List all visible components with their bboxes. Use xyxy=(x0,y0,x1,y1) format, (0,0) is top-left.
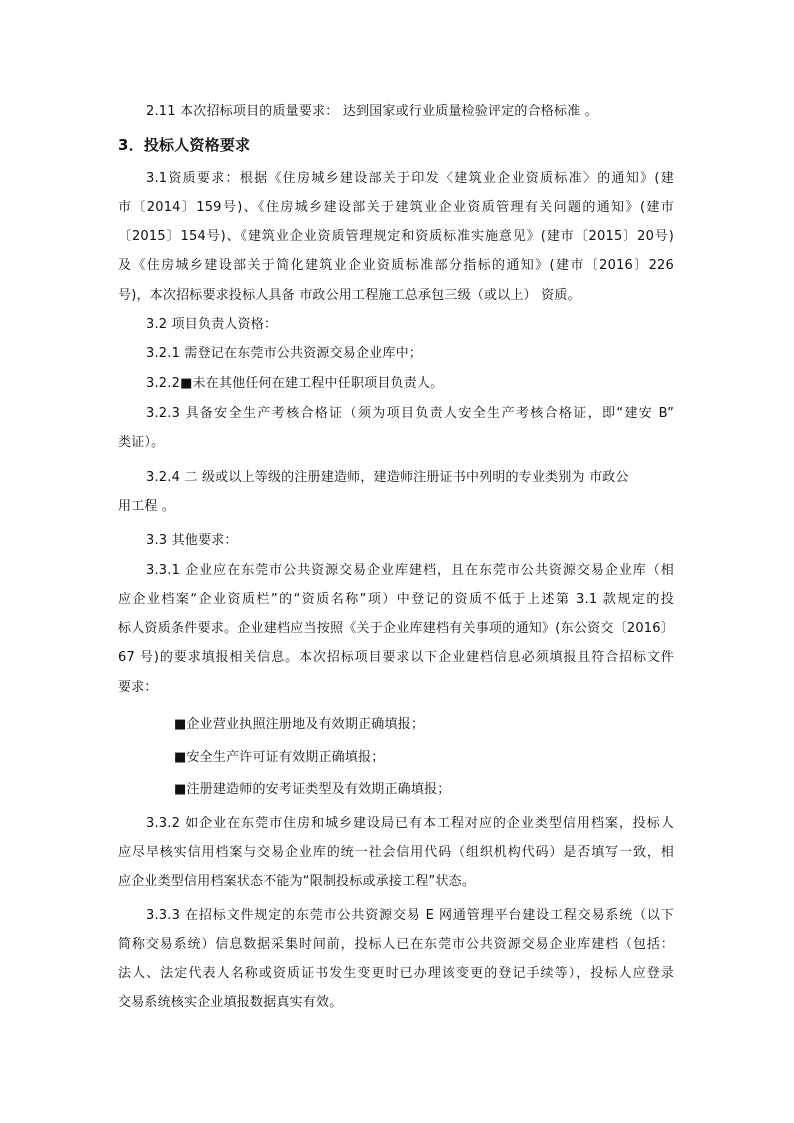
clause-3-2-2: 3.2.2■未在其他任何在建工程中任职项目负责人。 xyxy=(146,376,444,391)
clause-3-3-1-line: 67 号)的要求填报相关信息。本次招标项目要求以下企业建档信息必须填报且符合招标文件 xyxy=(118,650,674,665)
quality-requirement-paragraph: 2.11 本次招标项目的质量要求： 达到国家或行业质量检验评定的合格标准 。 xyxy=(146,104,598,119)
section-heading-bidder-qualification: 3．投标人资格要求 xyxy=(118,136,251,154)
clause-3-3-2-line: 应尽早核实信用档案与交易企业库的统一社会信用代码（组织机构代码）是否填写一致，相 xyxy=(118,845,674,860)
clause-3-2-1: 3.2.1 需登记在东莞市公共资源交易企业库中； xyxy=(146,346,423,361)
qualification-paragraph-line: 3.1资质要求：根据《住房城乡建设部关于印发〈建筑业企业资质标准〉的通知》(建 xyxy=(146,171,674,186)
clause-3-3-1-line: 应企业档案“企业资质栏”的“资质名称”项）中登记的资质不低于上述第 3.1 款规定的投 xyxy=(118,592,674,607)
clause-3-3-1-line: 要求： xyxy=(118,680,158,695)
clause-3-3-3-line: 3.3.3 在招标文件规定的东莞市公共资源交易 E 网通管理平台建设工程交易系统（以下 xyxy=(146,908,674,923)
clause-3-2-4-line: 3.2.4 二 级或以上等级的注册建造师，建造师注册证书中列明的专业类别为 市政公 xyxy=(146,470,629,485)
clause-3-3-2-line: 3.3.2 如企业在东莞市住房和城乡建设局已有本工程对应的企业类型信用档案，投标人 xyxy=(146,816,674,831)
bullet-item: ■企业营业执照注册地及有效期正确填报； xyxy=(174,717,425,732)
qualification-paragraph-line: 号)，本次招标要求投标人具备 市政公用工程施工总承包三级（或以上） 资质。 xyxy=(118,288,581,303)
project-manager-qualification-heading: 3.2 项目负责人资格： xyxy=(146,317,278,332)
clause-3-3-1-line: 3.3.1 企业应在东莞市公共资源交易企业库建档，且在东莞市公共资源交易企业库（相 xyxy=(146,563,674,578)
clause-3-3-1-line: 标人资质条件要求。企业建档应当按照《关于企业库建档有关事项的通知》(东公资交〔2016〕 xyxy=(118,621,674,636)
qualification-paragraph-line: 〔2015〕154号)、《建筑业企业资质管理规定和资质标准实施意见》(建市〔2015〕20号) xyxy=(118,229,674,244)
qualification-paragraph-line: 及《住房城乡建设部关于简化建筑业企业资质标准部分指标的通知》(建市〔2016〕226 xyxy=(118,258,674,273)
clause-3-3-3-line: 简称交易系统）信息数据采集时间前，投标人已在东莞市公共资源交易企业库建档（包括： xyxy=(118,937,674,952)
bullet-item: ■注册建造师的安考证类型及有效期正确填报； xyxy=(174,782,451,797)
clause-3-2-3-line: 类证）。 xyxy=(118,435,165,450)
clause-3-2-3-line: 3.2.3 具备安全生产考核合格证（须为项目负责人安全生产考核合格证，即“建安 B” xyxy=(146,406,674,421)
clause-3-3-3-line: 法人、法定代表人名称或资质证书发生变更时已办理该变更的登记手续等），投标人应登录 xyxy=(118,966,674,981)
clause-3-3-3-line: 交易系统核实企业填报数据真实有效。 xyxy=(118,995,343,1010)
other-requirements-heading: 3.3 其他要求： xyxy=(146,533,238,548)
clause-3-3-2-line: 应企业类型信用档案状态不能为“限制投标或承接工程”状态。 xyxy=(118,874,476,889)
bullet-item: ■安全生产许可证有效期正确填报； xyxy=(174,750,385,765)
qualification-paragraph-line: 市〔2014〕159号)、《住房城乡建设部关于建筑业企业资质管理有关问题的通知》(建市 xyxy=(118,200,674,215)
clause-3-2-4-line: 用工程 。 xyxy=(118,499,176,514)
